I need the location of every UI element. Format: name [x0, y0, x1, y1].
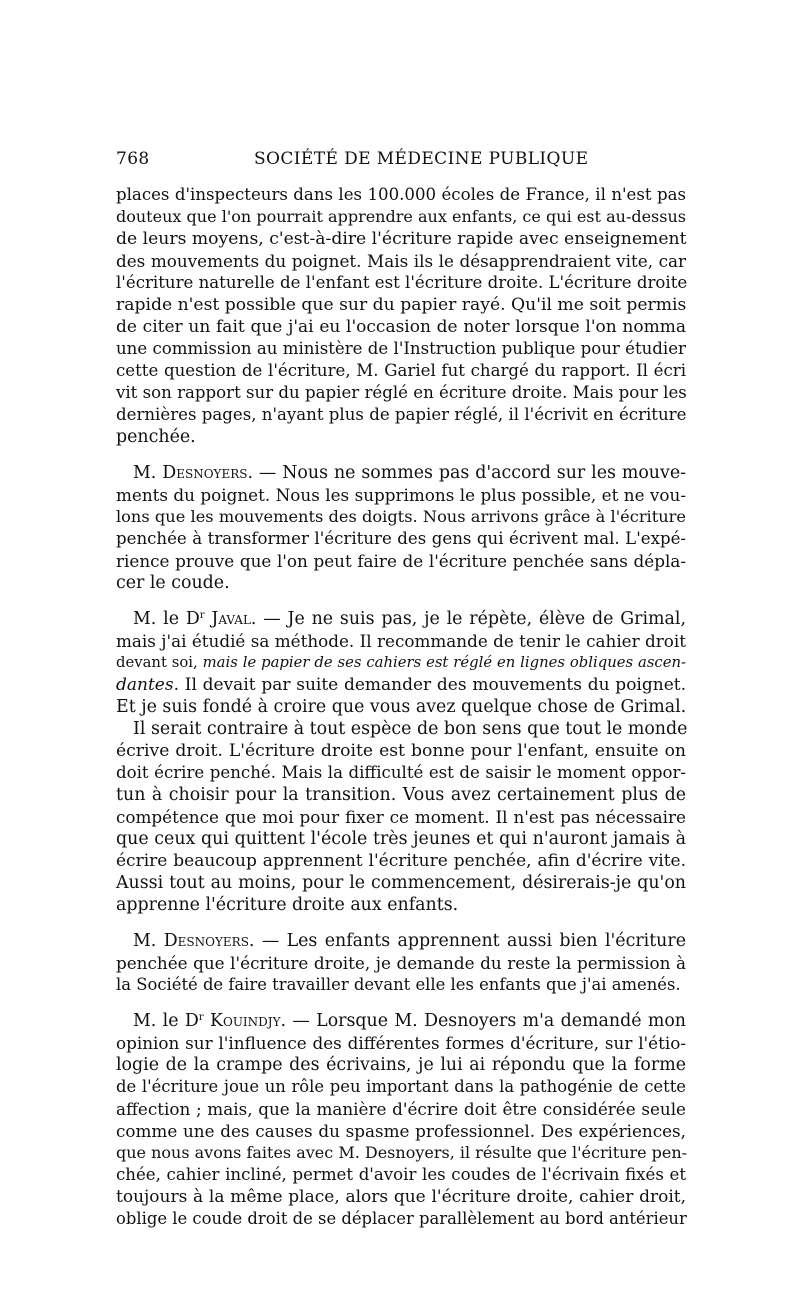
paragraph-5	[116, 1010, 686, 1230]
text-line: cette question de l'écriture, M. Gariel fut chargé du rapport. Il écri	[116, 361, 686, 380]
text-line: dernières pages, n'ayant plus de papier réglé, il l'écrivit en écriture	[116, 405, 687, 424]
text-line: doit écrire penché. Mais la difficulté est de saisir le moment oppor-	[116, 763, 686, 782]
text-line: affection ; mais, que la manière d'écrire doit être considérée seule	[116, 1099, 686, 1119]
text-line: que nous avons faites avec M. Desnoyers, il résulte que l'écriture pen-	[116, 1143, 688, 1162]
paragraph-3	[116, 608, 686, 916]
text-line: tun à choisir pour la transition. Vous avez certainement plus de	[116, 785, 686, 805]
text-line: comme une des causes du spasme professionnel. Des expériences,	[116, 1121, 686, 1141]
text-line: la Société de faire travailler devant elle les enfants que j'ai amenés.	[116, 975, 681, 994]
text-line: des mouvements du poignet. Mais ils le désapprendraient vite, car	[116, 251, 686, 271]
text-line: une commission au ministère de l'Instruction publique pour étudier	[116, 339, 686, 358]
speaker-name: Desnoyers	[163, 931, 249, 951]
italic-quote: mais le papier de ses cahiers est réglé en lignes obliques ascen-	[202, 654, 686, 671]
text-line: logie de la crampe des écrivains, je lui ai répondu que la forme	[116, 1055, 686, 1075]
speaker-line	[116, 1010, 686, 1032]
text-line: rapide n'est possible que sur du papier rayé. Qu'il me soit permis	[116, 295, 687, 315]
speaker-superscript: r	[198, 1012, 204, 1023]
text-line	[116, 674, 686, 696]
text-span: devant soi,	[116, 654, 203, 671]
speaker-prefix: M. le D	[133, 609, 200, 629]
speaker-line	[116, 462, 686, 484]
text-line: de leurs moyens, c'est-à-dire l'écriture rapide avec enseignement	[116, 229, 687, 249]
text-line: douteux que l'on pourrait apprendre aux enfants, ce qui est au-dessus	[116, 207, 686, 226]
speaker-line	[116, 930, 686, 952]
text-line: chée, cahier incliné, permet d'avoir les coudes de l'écrivain fixés et	[116, 1165, 686, 1184]
text-line: mais j'ai étudié sa méthode. Il recommande de tenir le cahier droit	[116, 631, 686, 651]
text-line: Il serait contraire à tout espèce de bon sens que tout le monde	[133, 719, 688, 739]
text-span: . Il devait par suite demander des mouvements du poignet.	[173, 675, 686, 695]
text-line: toujours à la même place, alors que l'écriture droite, cahier droit,	[116, 1187, 686, 1207]
speaker-line-rest: . — Je ne suis pas, je le répète, élève de Grimal,	[250, 609, 686, 629]
speaker-name: Javal	[211, 609, 251, 629]
italic-quote: dantes	[116, 675, 174, 695]
text-line: penchée à transformer l'écriture des gens qui écrivent mal. L'expé-	[116, 529, 686, 548]
text-line: apprenne l'écriture droite aux enfants.	[116, 895, 459, 915]
speaker-prefix: M. le D	[133, 1011, 199, 1031]
speaker-name: Kouindjy	[209, 1011, 281, 1031]
text-line: places d'inspecteurs dans les 100.000 écoles de France, il n'est pas	[116, 185, 686, 204]
speaker-line-rest: . — Les enfants apprennent aussi bien l'écriture	[248, 931, 686, 951]
speaker-superscript: r	[199, 610, 205, 621]
text-line: cer le coude.	[116, 573, 230, 593]
running-title: SOCIÉTÉ DE MÉDECINE PUBLIQUE	[254, 149, 589, 169]
text-line: Et je suis fondé à croire que vous avez quelque chose de Grimal.	[116, 697, 687, 717]
speaker-prefix: M.	[133, 931, 164, 951]
speaker-prefix: M.	[133, 463, 163, 483]
text-line: vit son rapport sur du papier réglé en écriture droite. Mais pour les	[116, 383, 687, 402]
text-line: que ceux qui quittent l'école très jeunes et qui n'auront jamais à	[116, 829, 686, 849]
text-line: rience prouve que l'on peut faire de l'écriture penchée sans dépla-	[116, 551, 686, 571]
page-number: 768	[116, 149, 150, 169]
speaker-name: Desnoyers	[162, 463, 248, 483]
text-line: lons que les mouvements des doigts. Nous arrivons grâce à l'écriture	[116, 507, 686, 526]
text-line: oblige le coude droit de se déplacer parallèlement au bord antérieur	[116, 1209, 687, 1228]
speaker-line	[116, 608, 686, 630]
text-line: penchée que l'écriture droite, je demande du reste la permission à	[116, 953, 686, 973]
text-line: de l'écriture joue un rôle peu important dans la pathogénie de cette	[116, 1077, 686, 1096]
paragraph-1	[116, 184, 686, 448]
text-line: écrive droit. L'écriture droite est bonne pour l'enfant, ensuite on	[116, 741, 686, 761]
speaker-line-rest: . — Lorsque M. Desnoyers m'a demandé mon	[280, 1011, 687, 1031]
text-line: l'écriture naturelle de l'enfant est l'écriture droite. L'écriture droite	[116, 273, 688, 292]
text-line: penchée.	[116, 427, 196, 447]
text-line: écrire beaucoup apprennent l'écriture penchée, afin d'écrire vite.	[116, 851, 686, 871]
body-text	[116, 184, 686, 1230]
paragraph-4	[116, 930, 686, 996]
speaker-line-rest: . — Nous ne sommes pas d'accord sur les mouve-	[247, 463, 686, 483]
text-line	[116, 652, 686, 674]
text-line: compétence que moi pour fixer ce moment. Il n'est pas nécessaire	[116, 807, 686, 827]
text-line: ments du poignet. Nous les supprimons le plus possible, et ne vou-	[116, 485, 686, 505]
text-line: opinion sur l'influence des différentes formes d'écriture, sur l'étio-	[116, 1033, 686, 1053]
paragraph-2	[116, 462, 686, 594]
text-line: de citer un fait que j'ai eu l'occasion de noter lorsque l'on nomma	[116, 317, 686, 337]
text-line: Aussi tout au moins, pour le commencement, désirerais-je qu'on	[116, 873, 686, 893]
